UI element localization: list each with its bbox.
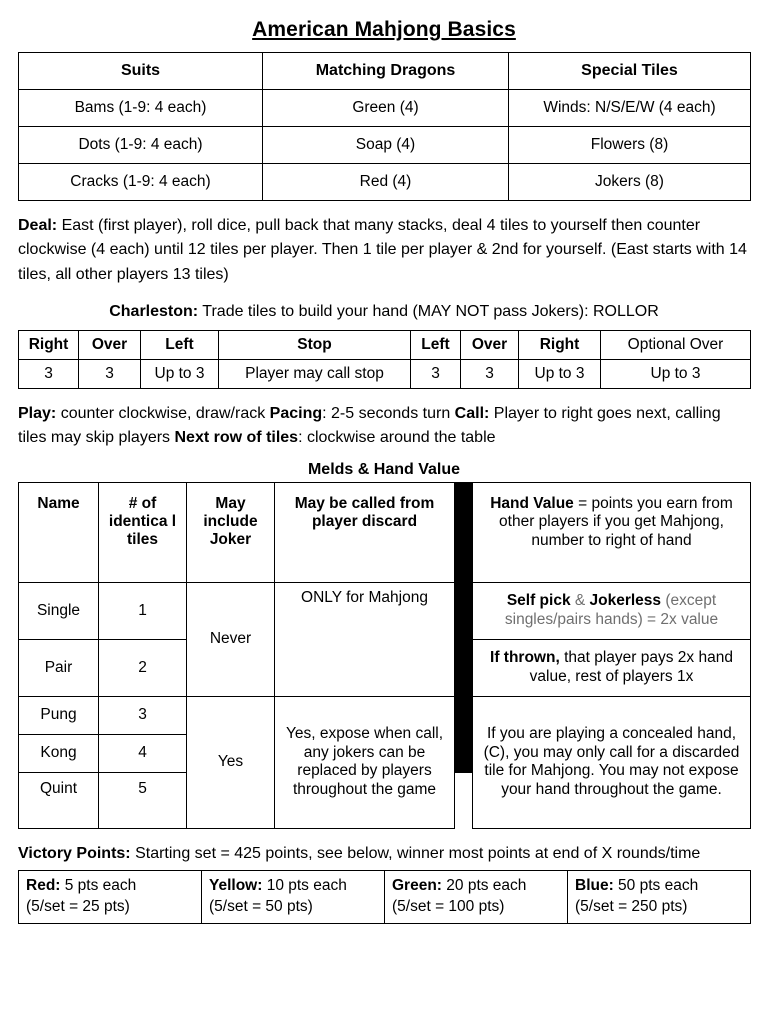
chip-red-set: (5/set = 25 pts) [26,897,130,915]
melds-hand-value-table [18,482,751,829]
cell-bams: Bams (1-9: 4 each) [19,90,263,127]
column-header-optional-over: Optional Over [601,331,751,360]
deal-label: Deal: [18,217,58,235]
hand-value-if-thrown [473,639,751,696]
table-header-row [19,53,751,90]
table-row [19,360,751,389]
cell-stop: Player may call stop [219,360,411,389]
column-header-suits: Suits [19,53,263,90]
call-text: Player to right goes next, calling tiles may skip players [18,405,721,446]
column-header-special-tiles: Special Tiles [509,53,751,90]
table-row [19,164,751,201]
cell-meld-name-pair: Pair [19,639,99,696]
chip-yellow [202,870,385,923]
cell-meld-count-pair: 2 [99,639,187,696]
table-row [19,696,751,734]
cell-left-1: Up to 3 [141,360,219,389]
column-header-stop: Stop [219,331,411,360]
pacing-text: : 2-5 seconds turn [322,405,451,423]
cell-right-2: Up to 3 [519,360,601,389]
column-header-count: # of identica l tiles [99,482,187,582]
cell-called-single-pair: ONLY for Mahjong [275,582,455,696]
chip-yellow-label: Yellow: [209,876,263,894]
charleston-table [18,330,751,389]
hand-value-self-pick [473,582,751,639]
cell-meld-name-quint: Quint [19,772,99,828]
chip-red-label: Red: [26,876,61,894]
cell-winds: Winds: N/S/E/W (4 each) [509,90,751,127]
chip-blue-set: (5/set = 250 pts) [575,897,688,915]
cell-meld-name-kong: Kong [19,734,99,772]
cell-over-2: 3 [461,360,519,389]
victory-points-label: Victory Points: [18,844,131,862]
table-row [19,582,751,639]
cell-meld-count-single: 1 [99,582,187,639]
charleston-label: Charleston: [109,303,199,321]
play-label: Play: [18,405,57,423]
cell-cracks: Cracks (1-9: 4 each) [19,164,263,201]
cell-right-1: 3 [19,360,79,389]
victory-points-paragraph [18,842,750,866]
hand-value-definition [473,482,751,582]
deal-paragraph [18,214,750,287]
cell-over-1: 3 [79,360,141,389]
column-header-over-1: Over [79,331,141,360]
cell-green: Green (4) [263,90,509,127]
cell-dots: Dots (1-9: 4 each) [19,127,263,164]
black-divider-column [455,482,473,772]
cell-meld-count-quint: 5 [99,772,187,828]
chip-red [19,870,202,923]
deal-text: East (first player), roll dice, pull back that many stacks, deal 4 tiles to yourself then counter clockwise (4 each) until 12 tiles per player. Then 1 tile per player & 2nd for yourself. (East starts with 14 tiles, all other players 13 tiles) [18,217,747,283]
chip-red-value: 5 pts each [60,876,137,894]
chip-green-label: Green: [392,876,442,894]
cell-optional-over: Up to 3 [601,360,751,389]
self-pick-amp: & [570,592,590,610]
cell-meld-name-single: Single [19,582,99,639]
table-header-row [19,331,751,360]
cell-meld-name-pung: Pung [19,696,99,734]
cell-flowers: Flowers (8) [509,127,751,164]
column-header-joker: May include Joker [187,482,275,582]
if-thrown-label: If thrown, [490,649,560,667]
melds-section-title: Melds & Hand Value [307,460,461,478]
chip-green-set: (5/set = 100 pts) [392,897,505,915]
chip-yellow-value: 10 pts each [262,876,347,894]
cell-meld-count-pung: 3 [99,696,187,734]
play-text: counter clockwise, draw/rack [60,405,266,423]
table-row [19,127,751,164]
chip-blue-value: 50 pts each [613,876,699,894]
chip-green-value: 20 pts each [441,876,527,894]
charleston-text: Trade tiles to build your hand (MAY NOT pass Jokers): ROLLOR [202,303,659,321]
page-title: American Mahjong Basics [252,18,516,41]
column-header-name: Name [19,482,99,582]
column-header-left-2: Left [411,331,461,360]
table-row [19,870,751,923]
tiles-overview-table [18,52,751,201]
column-header-right-1: Right [19,331,79,360]
cell-red: Red (4) [263,164,509,201]
cell-joker-never: Never [187,582,275,696]
chip-yellow-set: (5/set = 50 pts) [209,897,313,915]
column-header-over-2: Over [461,331,519,360]
cell-soap: Soap (4) [263,127,509,164]
play-paragraph [18,402,750,448]
column-header-called: May be called from player discard [275,482,455,582]
hand-value-concealed: If you are playing a concealed hand, (C), you may only call for a discarded tile for Mahjong. You may not expose your hand throughout the game. [473,696,751,828]
chip-green [385,870,568,923]
self-pick-rest: (except singles/pairs hands) = 2x value [504,592,719,628]
jokerless-label: Jokerless [589,592,662,610]
chip-blue-label: Blue: [575,876,614,894]
cell-jokers: Jokers (8) [509,164,751,201]
column-header-left-1: Left [141,331,219,360]
cell-meld-count-kong: 4 [99,734,187,772]
cell-left-2: 3 [411,360,461,389]
table-row [19,90,751,127]
cell-called-pung-quint: Yes, expose when call, any jokers can be replaced by players throughout the game [275,696,455,828]
chip-blue [568,870,751,923]
victory-points-table [18,870,751,924]
hand-value-label: Hand Value [490,494,574,512]
next-row-label: Next row of tiles [174,428,299,446]
next-row-text: : clockwise around the table [298,428,496,446]
victory-points-text: Starting set = 425 points, see below, winner most points at end of X rounds/time [135,844,701,862]
column-header-matching-dragons: Matching Dragons [263,53,509,90]
call-label: Call: [454,405,490,423]
table-header-row [19,482,751,582]
cell-joker-yes: Yes [187,696,275,828]
column-header-right-2: Right [519,331,601,360]
charleston-heading [18,300,750,324]
if-thrown-text: that player pays 2x hand value, rest of players 1x [529,649,733,685]
hand-value-text: = points you earn from other players if you get Mahjong, number to right of hand [499,494,733,549]
self-pick-label: Self pick [506,592,571,610]
pacing-label: Pacing [269,405,323,423]
